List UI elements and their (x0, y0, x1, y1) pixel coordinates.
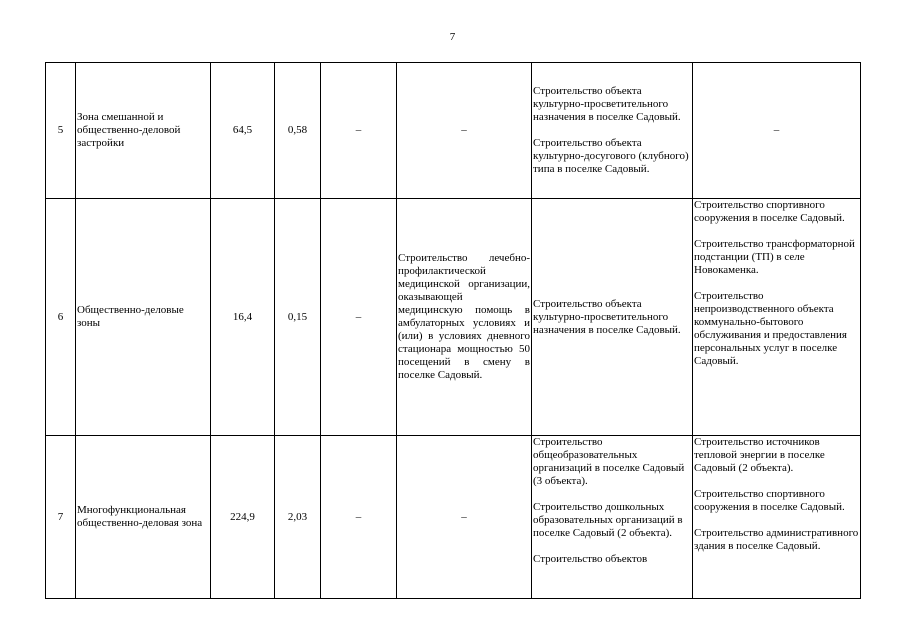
cell-col7 (532, 436, 693, 599)
zone-share: 0,58 (275, 63, 321, 199)
cell-col7: Строительство объекта культурно-просветительного назначения в поселке Садовый. (532, 199, 693, 436)
zone-name: Многофункциональная общественно-деловая зона (76, 436, 211, 599)
cell-col5: – (321, 63, 397, 199)
row-number: 6 (46, 199, 76, 436)
cell-paragraph: Строительство непроизводственного объекта коммунально-бытового обслуживания и предоставления персональных услуг в поселке Садовый. (694, 290, 847, 367)
zone-area: 16,4 (211, 199, 275, 436)
row-number: 7 (46, 436, 76, 599)
cell-paragraph: Строительство объекта культурно-досугового (клубного) типа в поселке Садовый. (533, 137, 689, 175)
zone-name: Общественно-деловые зоны (76, 199, 211, 436)
cell-col6: – (397, 436, 532, 599)
table-row (46, 63, 861, 199)
cell-col5: – (321, 199, 397, 436)
cell-col8 (693, 199, 861, 436)
cell-paragraph: Строительство дошкольных образовательных организаций в поселке Садовый (2 объекта). (533, 501, 683, 539)
table-row (46, 199, 861, 436)
cell-col8: – (693, 63, 861, 199)
cell-paragraph: Строительство источников тепловой энергии в поселке Садовый (2 объекта). (694, 436, 825, 474)
cell-paragraph: Строительство административного здания в поселке Садовый. (694, 527, 859, 552)
cell-col5: – (321, 436, 397, 599)
table-row (46, 436, 861, 599)
zone-share: 2,03 (275, 436, 321, 599)
cell-col8 (693, 436, 861, 599)
cell-paragraph: Строительство трансформаторной подстанции (ТП) в селе Новокаменка. (694, 238, 855, 276)
zone-area: 224,9 (211, 436, 275, 599)
cell-col6: Строительство лечебно-профилактической медицинской организации, оказывающей медицинскую помощь в амбулаторных условиях и (или) в условиях дневного стационара мощностью 50 посещений в смену в поселке Садовый. (397, 199, 532, 436)
cell-paragraph: Строительство объекта культурно-просветительного назначения в поселке Садовый. (533, 85, 681, 123)
row-number: 5 (46, 63, 76, 199)
cell-paragraph: Строительство спортивного сооружения в поселке Садовый. (694, 199, 845, 224)
zone-area: 64,5 (211, 63, 275, 199)
cell-col6: – (397, 63, 532, 199)
cell-col7 (532, 63, 693, 199)
zone-share: 0,15 (275, 199, 321, 436)
zones-table (45, 62, 861, 599)
cell-paragraph: Строительство объектов (533, 553, 648, 565)
cell-paragraph: Строительство общеобразовательных организаций в поселке Садовый (3 объекта). (533, 436, 685, 487)
cell-paragraph: Строительство спортивного сооружения в поселке Садовый. (694, 488, 845, 513)
page-number: 7 (449, 31, 456, 43)
zone-name: Зона смешанной и общественно-деловой застройки (76, 63, 211, 199)
